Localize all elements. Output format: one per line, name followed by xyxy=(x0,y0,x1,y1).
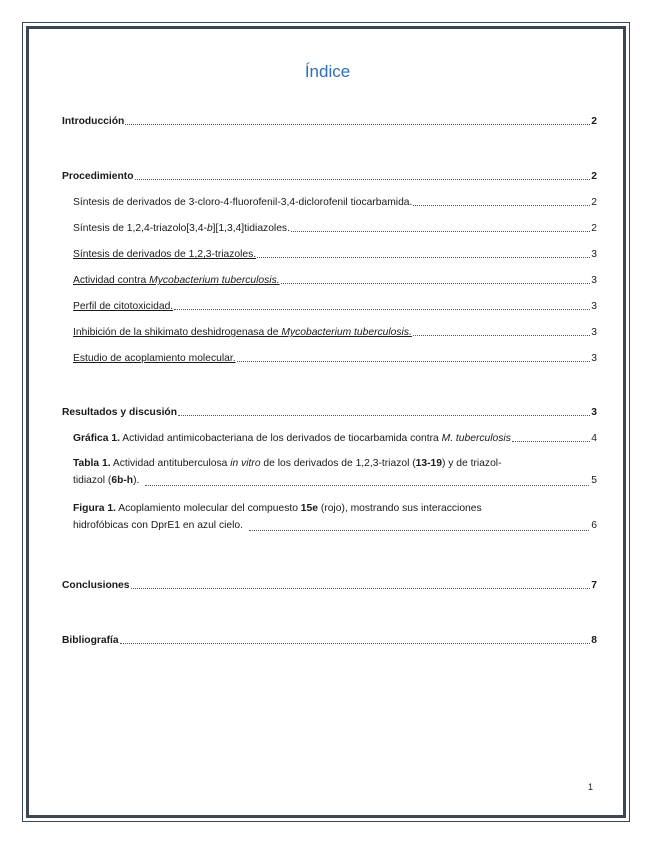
toc-entry-sintesis-triazoles[interactable]: Síntesis de derivados de 1,2,3-triazoles. 3 xyxy=(73,248,597,261)
toc-entry-introduccion[interactable]: Introducción 2 xyxy=(62,115,597,128)
toc-entry-citotoxicidad[interactable]: Perfil de citotoxicidad. 3 xyxy=(73,300,597,313)
toc-entry-sintesis-tidiazoles[interactable]: Síntesis de 1,2,4-triazolo[3,4-b][1,3,4]tidiazoles. 2 xyxy=(73,222,597,235)
page-title: Índice xyxy=(304,62,351,81)
toc-entry-tabla-1[interactable]: Tabla 1. Actividad antituberculosa in vitro de los derivados de 1,2,3-triazol (13-19) y de triazol- tidiazol ( 6b-h ). 5 xyxy=(73,458,597,486)
toc-entry-inhibicion[interactable]: Inhibición de la shikimato deshidrogenasa de Mycobacterium tuberculosis. 3 xyxy=(73,326,597,339)
toc-entry-figura-1[interactable]: Figura 1. Acoplamiento molecular del compuesto 15e (rojo), mostrando sus interacciones hidrofóbicas con DprE1 en azul cielo. 6 xyxy=(73,503,597,531)
toc-entry-bibliografia[interactable]: Bibliografía 8 xyxy=(62,634,597,647)
toc-entry-conclusiones[interactable]: Conclusiones 7 xyxy=(62,579,597,592)
toc-entry-resultados[interactable]: Resultados y discusión 3 xyxy=(62,406,597,419)
toc-entry-procedimiento[interactable]: Procedimiento 2 xyxy=(62,170,597,183)
page-number: 1 xyxy=(588,782,594,792)
toc-entry-sintesis-tiocarbamida[interactable]: Síntesis de derivados de 3-cloro-4-fluorofenil-3,4-diclorofenil tiocarbamida. 2 xyxy=(73,196,597,209)
toc-entry-grafica-1[interactable]: Gráfica 1. Actividad antimicobacteriana de los derivados de tiocarbamida contra M. tuberculosis 4 xyxy=(73,432,597,445)
toc-entry-acoplamiento[interactable]: Estudio de acoplamiento molecular. 3 xyxy=(73,352,597,365)
toc-entry-actividad[interactable]: Actividad contra Mycobacterium tuberculosis. 3 xyxy=(73,274,597,287)
page-border xyxy=(26,26,626,818)
